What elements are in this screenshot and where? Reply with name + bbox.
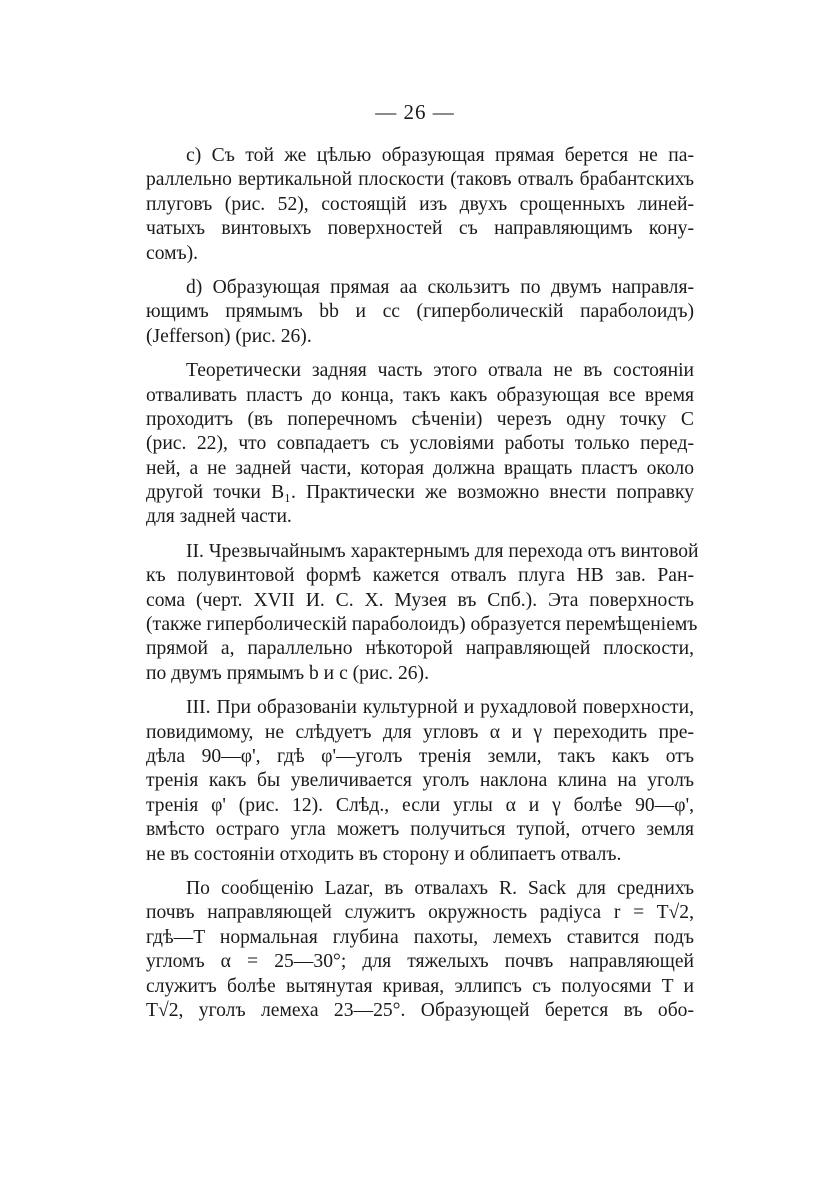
paragraph	[146, 877, 694, 1023]
text-line: плуговъ (рис. 52), состоящій изъ двухъ срощенныхъ линей-	[146, 193, 694, 215]
paragraph	[146, 696, 694, 867]
text-line: почвъ направляющей служитъ окружность радіуса r = T√2,	[146, 902, 694, 924]
text-line: отваливать пластъ до конца, такъ какъ образующая все время	[146, 384, 694, 406]
text-line: тренія какъ бы увеличивается уголъ наклона клина на уголъ	[146, 770, 694, 792]
text-line: чатыхъ винтовыхъ поверхностей съ направляющимъ кону-	[146, 218, 694, 240]
text-line: другой точки B₁. Практически же возможно внести поправку	[146, 482, 694, 504]
text-line: (также гиперболическій параболоидъ) образуется перемѣщеніемъ	[146, 614, 698, 636]
text-line: по двумъ прямымъ b и c (рис. 26).	[146, 662, 429, 684]
text-line: гдѣ—T нормальная глубина пахоты, лемехъ ставится подъ	[146, 926, 694, 948]
text-line: сомъ).	[146, 242, 199, 264]
text-line: сома (черт. XVII И. С. Х. Музея въ Спб.). Эта поверхность	[146, 589, 694, 611]
text-line: вмѣсто остраго угла можетъ получиться тупой, отчего земля	[146, 819, 694, 841]
text-line: c) Съ той же цѣлью образующая прямая берется не па-	[186, 145, 694, 166]
paragraph	[146, 276, 694, 349]
text-line: ней, а не задней части, которая должна вращать пластъ около	[146, 457, 694, 479]
paragraph	[146, 540, 699, 686]
paragraph	[146, 144, 694, 266]
text-line: Теоретически задняя часть этого отвала не въ состояніи	[186, 360, 694, 382]
text-line: T√2, уголъ лемеха 23—25°. Образующей берется въ обо-	[146, 999, 694, 1021]
paragraph	[146, 359, 694, 530]
text-line: повидимому, не слѣдуетъ для угловъ α и γ переходить пре-	[146, 721, 694, 743]
text-line: угломъ α = 25—30°; для тяжелыхъ почвъ направляющей	[146, 951, 694, 973]
text-line: тренія φ' (рис. 12). Слѣд., если углы α и γ болѣе 90—φ',	[146, 794, 694, 816]
text-line: дѣла 90—φ', гдѣ φ'—уголъ тренія земли, такъ какъ отъ	[146, 745, 694, 767]
text-line: III. При образованіи культурной и рухадловой поверхности,	[186, 697, 694, 719]
text-line: ющимъ прямымъ bb и cc (гиперболическій параболоидъ)	[146, 301, 694, 323]
text-line: прямой a, параллельно нѣкоторой направляющей плоскости,	[146, 638, 694, 660]
text-line: къ полувинтовой формѣ кажется отвалъ плуга HB зав. Ран-	[146, 565, 694, 587]
text-line: (Jefferson) (рис. 26).	[146, 325, 312, 347]
text-line: не въ состояніи отходить въ сторону и облипаетъ отвалъ.	[146, 843, 622, 865]
text-line: II. Чрезвычайнымъ характернымъ для перехода отъ винтовой	[186, 540, 699, 562]
text-line: раллельно вертикальной плоскости (таковъ отвалъ брабантскихъ	[146, 169, 694, 191]
page-number: — 26 —	[375, 100, 455, 124]
body-text	[146, 144, 699, 1033]
text-line: проходитъ (въ поперечномъ сѣченіи) черезъ одну точку C	[146, 408, 694, 430]
text-line: По сообщенію Lazar, въ отвалахъ R. Sack для среднихъ	[186, 877, 694, 899]
text-line: d) Образующая прямая aa скользитъ по двумъ направля-	[186, 276, 694, 298]
text-line: (рис. 22), что совпадаетъ съ условіями работы только перед-	[146, 433, 694, 455]
text-line: для задней части.	[146, 506, 292, 528]
text-line: служитъ болѣе вытянутая кривая, эллипсъ съ полуосями T и	[146, 975, 694, 997]
